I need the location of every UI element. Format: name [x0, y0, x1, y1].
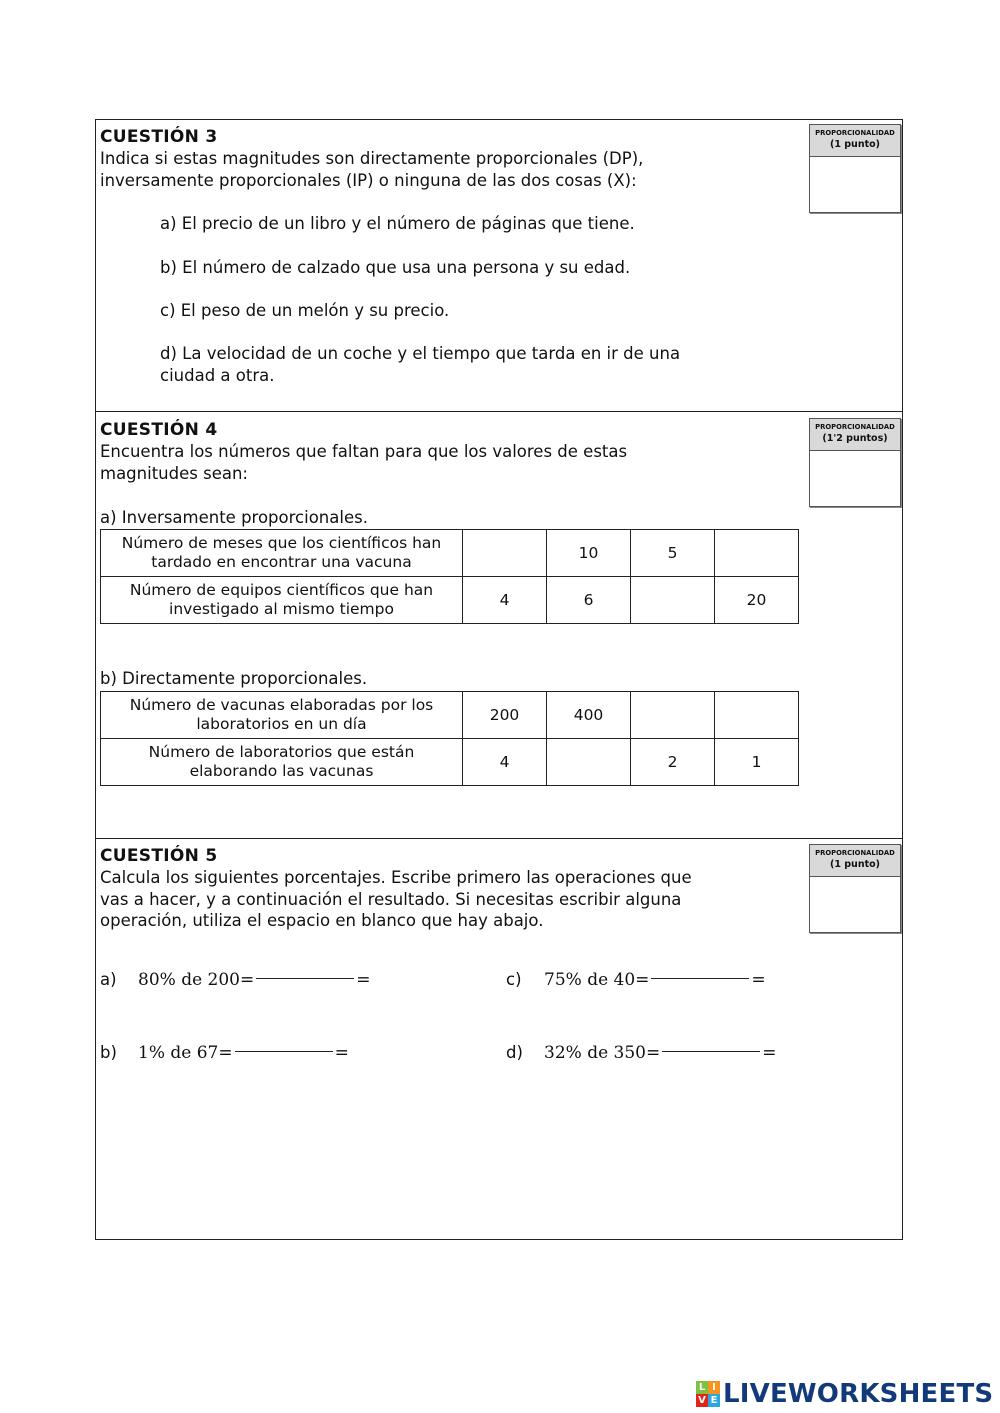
intro-line: Encuentra los números que faltan para que los valores de estas [100, 442, 628, 461]
intro-line: magnitudes sean: [100, 463, 248, 483]
percentage-expression: 75% de 40= [544, 970, 650, 990]
table-cell-input[interactable] [463, 530, 547, 577]
score-points: (1'2 puntos) [822, 433, 888, 444]
item-letter: d) [506, 1043, 523, 1062]
question-5-title: CUESTIÓN 5 [100, 846, 218, 866]
section-divider [95, 838, 903, 839]
q3-item-a: a) El precio de un libro y el número de páginas que tiene. [160, 214, 635, 233]
score-label: PROPORCIONALIDAD [815, 129, 895, 137]
part-a-heading: a) Inversamente proporcionales. [100, 508, 368, 527]
score-label: PROPORCIONALIDAD [815, 423, 895, 431]
table-cell-input[interactable] [547, 739, 631, 786]
percentage-expression: 80% de 200= [138, 970, 255, 990]
question-4-title: CUESTIÓN 4 [100, 420, 218, 440]
equals-sign: = [356, 970, 371, 990]
table-cell-input[interactable] [715, 530, 799, 577]
table-cell: 5 [631, 530, 715, 577]
q3-item-d [160, 343, 760, 386]
answer-blank[interactable] [235, 1051, 333, 1052]
intro-line: inversamente proporcionales (IP) o ninguna de las dos cosas (X): [100, 170, 637, 190]
table-cell-input[interactable] [631, 692, 715, 739]
score-box-q4 [809, 418, 901, 507]
percentage-expression: 1% de 67= [138, 1043, 233, 1063]
q3-item-b: b) El número de calzado que usa una persona y su edad. [160, 258, 631, 277]
answer-blank[interactable] [651, 978, 749, 979]
inverse-proportion-table [100, 529, 799, 624]
table-row [101, 692, 799, 739]
table-cell: 2 [631, 739, 715, 786]
intro-line: Indica si estas magnitudes son directamente proporcionales (DP), [100, 149, 644, 168]
question-3-intro [100, 148, 800, 191]
table-cell: 10 [547, 530, 631, 577]
item-letter: a) [100, 970, 117, 989]
table-cell: 4 [463, 577, 547, 624]
question-5-intro [100, 867, 800, 932]
percentage-item-b [100, 1043, 349, 1063]
logo-mark-icon: L I V E [696, 1381, 720, 1407]
score-header [810, 419, 900, 451]
item-line: ciudad a otra. [160, 365, 275, 385]
intro-line: Calcula los siguientes porcentajes. Escribe primero las operaciones que [100, 868, 692, 887]
intro-line: vas a hacer, y a continuación el resultado. Si necesitas escribir alguna [100, 889, 682, 909]
percentage-expression: 32% de 350= [544, 1043, 661, 1063]
score-header [810, 845, 900, 877]
table-row [101, 577, 799, 624]
question-3-title: CUESTIÓN 3 [100, 127, 218, 147]
table-cell: 200 [463, 692, 547, 739]
score-points: (1 punto) [830, 139, 880, 150]
row-label: Número de laboratorios que están elaborando las vacunas [101, 739, 463, 786]
question-3 [100, 126, 800, 191]
percentage-item-c [506, 970, 766, 990]
equals-sign: = [751, 970, 766, 990]
section-divider [95, 411, 903, 412]
equals-sign: = [762, 1043, 777, 1063]
question-4-intro [100, 441, 800, 484]
percentage-item-d [506, 1043, 776, 1063]
row-label: Número de meses que los científicos han tardado en encontrar una vacuna [101, 530, 463, 577]
percentage-item-a [100, 970, 370, 990]
question-4 [100, 419, 800, 484]
table-row [101, 739, 799, 786]
q3-item-c: c) El peso de un melón y su precio. [160, 301, 450, 320]
score-header [810, 125, 900, 157]
logo-text: LIVEWORKSHEETS [723, 1379, 994, 1409]
item-line: d) La velocidad de un coche y el tiempo que tarda en ir de una [160, 344, 681, 363]
item-letter: c) [506, 970, 522, 989]
score-box-q5 [809, 844, 901, 933]
row-label: Número de equipos científicos que han investigado al mismo tiempo [101, 577, 463, 624]
table-cell: 6 [547, 577, 631, 624]
score-label: PROPORCIONALIDAD [815, 849, 895, 857]
table-cell-input[interactable] [715, 692, 799, 739]
part-b-heading: b) Directamente proporcionales. [100, 669, 368, 688]
liveworksheets-logo [696, 1378, 993, 1410]
intro-line: operación, utiliza el espacio en blanco que hay abajo. [100, 911, 544, 930]
question-5 [100, 845, 800, 932]
answer-blank[interactable] [662, 1051, 760, 1052]
score-points: (1 punto) [830, 859, 880, 870]
table-row [101, 530, 799, 577]
table-cell: 400 [547, 692, 631, 739]
item-letter: b) [100, 1043, 117, 1062]
equals-sign: = [334, 1043, 349, 1063]
table-cell-input[interactable] [631, 577, 715, 624]
table-cell: 1 [715, 739, 799, 786]
table-cell: 4 [463, 739, 547, 786]
answer-blank[interactable] [256, 978, 354, 979]
direct-proportion-table [100, 691, 799, 786]
table-cell: 20 [715, 577, 799, 624]
row-label: Número de vacunas elaboradas por los laboratorios en un día [101, 692, 463, 739]
score-box-q3 [809, 124, 901, 213]
